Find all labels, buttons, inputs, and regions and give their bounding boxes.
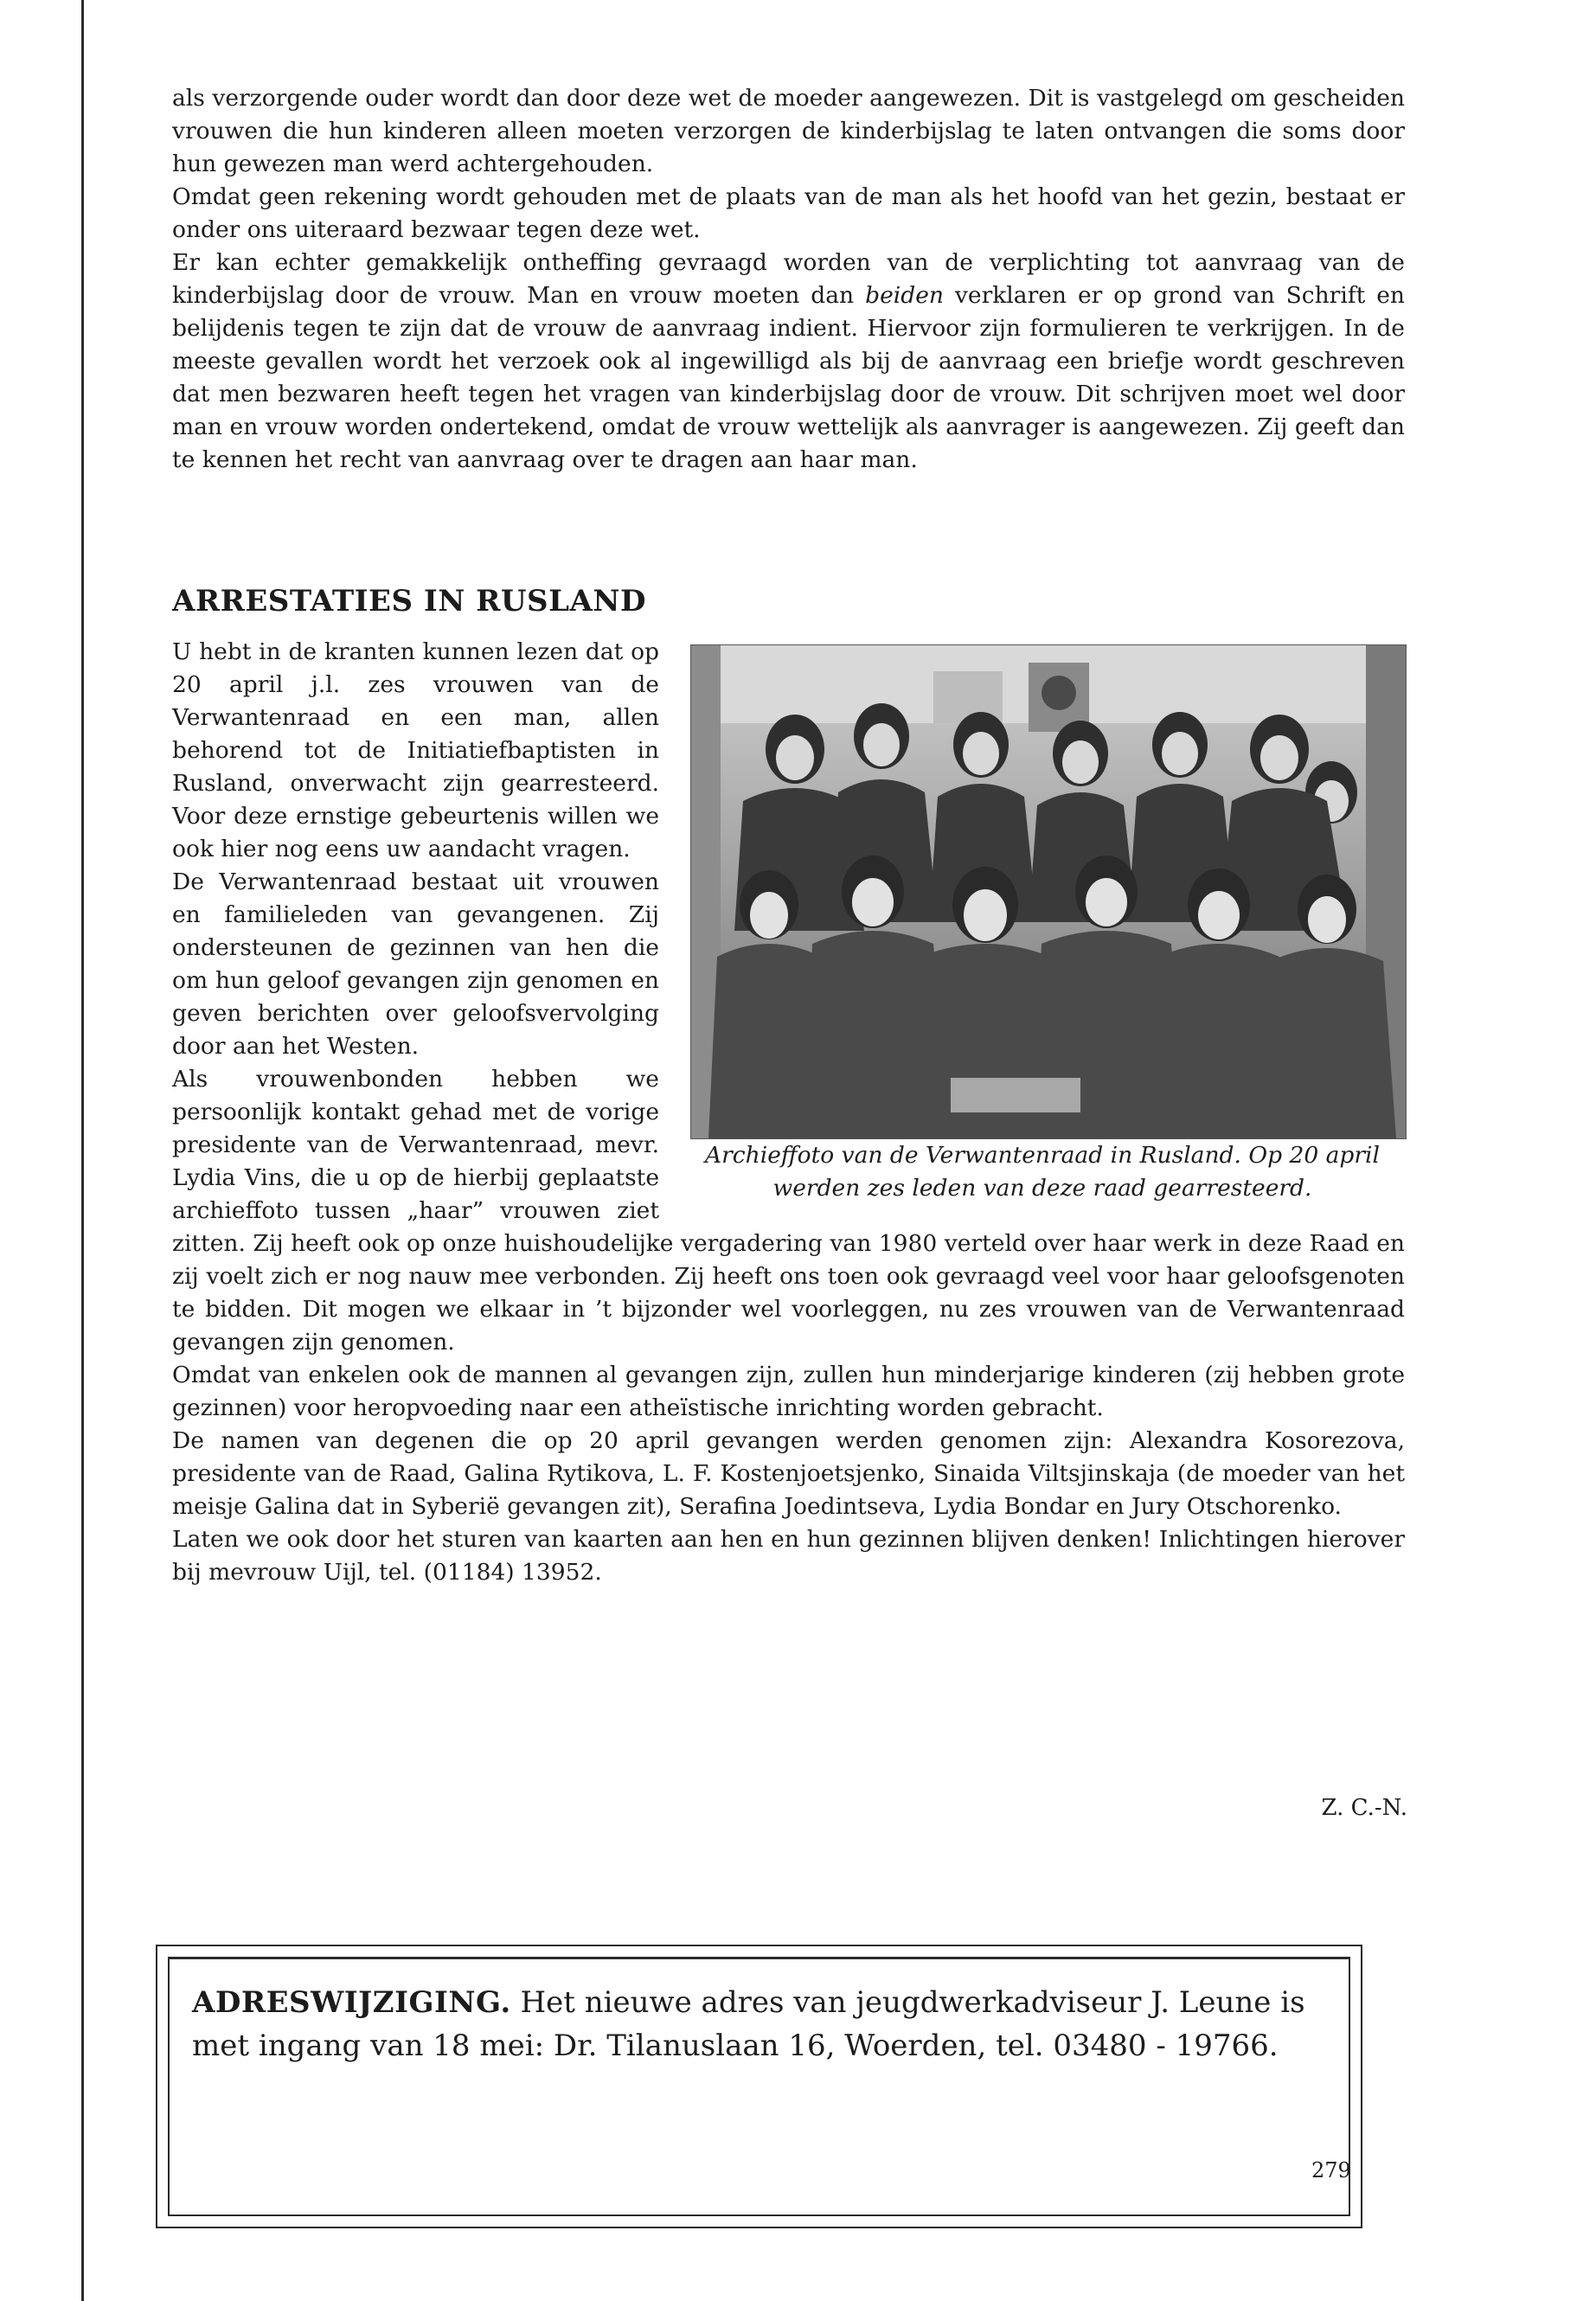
intro-paragraph-3-part-b: verklaren er op grond van Schrift en belijdenis tegen te zijn dat de vrouw de aanvraag indient. Hiervoor zijn formulieren te verkrijgen. In de meeste gevallen wordt het verzoek ook al ingewilligd als bij de aanvraag een briefje wordt geschreven dat men bezwaren heeft tegen het vragen van kinderbijslag door de vrouw. Dit schrijven moet wel door man en vrouw worden ondertekend, omdat de vrouw wettelijk als aanvrager is aangewezen. Zij geeft dan te kennen het recht van aanvraag over te dragen aan haar man. — [172, 282, 1405, 473]
notice-body: Het nieuwe adres van jeugdwerkadviseur J. Leune is met ingang van 18 mei: Dr. Tilanuslaan 16, Woerden, tel. 03480 - 19766. — [192, 1985, 1305, 2063]
article-paragraph-6: Laten we ook door het sturen van kaarten aan hen en hun gezinnen blijven denken! Inlichtingen hierover bij mevrouw Uijl, tel. (01184) 13952. — [172, 1526, 1405, 1586]
article-paragraph-2: De Verwantenraad bestaat uit vrouwen en familieleden van gevangenen. Zij ondersteunen de gezinnen van hen die om hun geloof gevangen zijn genomen en geven berichten over geloofsvervolging door aan het Westen. — [172, 868, 659, 1060]
notice-box — [156, 1945, 1362, 2228]
article-paragraph-5: De namen van degenen die op 20 april gevangen werden genomen zijn: Alexandra Kosorezova, presidente van de Raad, Galina Rytikova, L. F. Kostenjoetsjenko, Sinaida Viltsjinskaja (de moeder van het meisje Galina dat in Syberië gevangen zit), Serafina Joedintseva, Lydia Bondar en Jury Otschorenko. — [172, 1427, 1405, 1520]
intro-paragraph-3-emphasis: beiden — [865, 282, 944, 309]
article-heading: ARRESTATIES IN RUSLAND — [172, 584, 646, 619]
left-margin-rule — [81, 0, 84, 2301]
intro-paragraph-1: als verzorgende ouder wordt dan door deze wet de moeder aangewezen. Dit is vastgelegd om gescheiden vrouwen die hun kinderen alleen moeten verzorgen de kinderbijslag te laten ontvangen die soms door hun gewezen man werd achtergehouden. — [172, 85, 1405, 177]
notice-text — [192, 1981, 1325, 2067]
intro-paragraph-2: Omdat geen rekening wordt gehouden met de plaats van de man als het hoofd van het gezin, bestaat er onder ons uiteraard bezwaar tegen deze wet. — [172, 183, 1405, 243]
archive-photo — [690, 644, 1407, 1139]
article-paragraph-1: U hebt in de kranten kunnen lezen dat op 20 april j.l. zes vrouwen van de Verwantenraad en een man, allen behorend tot de Initiatiefbaptisten in Rusland, onverwacht zijn gearresteerd. Voor deze ernstige gebeurtenis willen we ook hier nog eens uw aandacht vragen. — [172, 638, 659, 862]
notice-lead: ADRESWIJZIGING. — [192, 1985, 511, 2020]
photo-figure — [680, 644, 1405, 1205]
photo-caption: Archieffoto van de Verwantenraad in Rusland. Op 20 april werden zes leden van deze raad gearresteerd. — [705, 1142, 1380, 1202]
intro-paragraph-3-part-a: Er kan echter gemakkelijk ontheffing gevraagd worden van de verplichting tot aanvraag van de kinderbijslag door de vrouw. Man en vrouw moeten dan — [172, 249, 1405, 309]
article-body — [172, 636, 1405, 1589]
article-paragraph-3: Als vrouwenbonden hebben we persoonlijk kontakt gehad met de vorige presidente van de Verwantenraad, mevr. Lydia Vins, die u op de hierbij geplaatste archieffoto tussen „haar” vrouwen ziet zitten. Zij heeft ook op onze huishoudelijke vergadering van 1980 verteld over haar werk in deze Raad en zij voelt zich er nog nauw mee verbonden. Zij heeft ons toen ook gevraagd veel voor haar geloofsgenoten te bidden. Dit mogen we elkaar in ’t bijzonder wel voorleggen, nu zes vrouwen van de Verwantenraad gevangen zijn genomen. — [172, 1066, 1405, 1356]
article-paragraph-4: Omdat van enkelen ook de mannen al gevangen zijn, zullen hun minderjarige kinderen (zij hebben grote gezinnen) voor heropvoeding naar een atheïstische inrichting worden gebracht. — [172, 1362, 1405, 1421]
intro-section — [172, 82, 1405, 477]
page-number: 279 — [1311, 2158, 1351, 2182]
archive-photo-image — [691, 645, 1406, 1138]
author-signature: Z. C.-N. — [1321, 1795, 1407, 1821]
intro-paragraph-3 — [172, 247, 1405, 477]
